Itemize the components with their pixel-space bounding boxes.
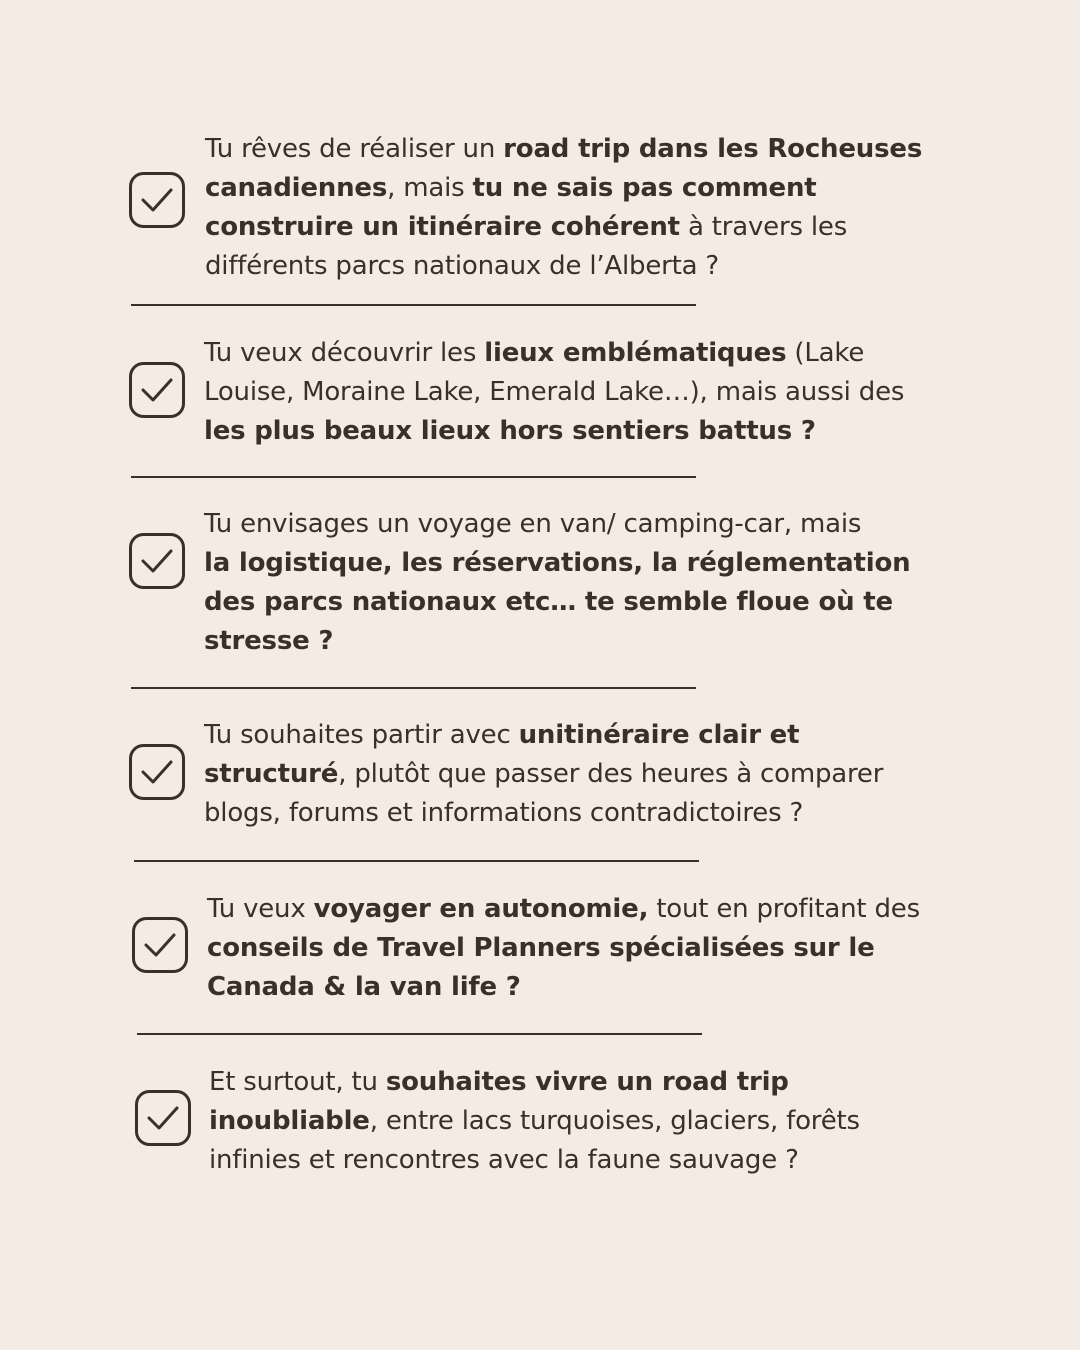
checkbox-checked-icon bbox=[129, 172, 185, 228]
emphasis-text: des parcs nationaux etc… te semble floue où te bbox=[204, 587, 893, 617]
body-text: blogs, forums et informations contradictoires ? bbox=[204, 798, 804, 828]
item-1-text bbox=[205, 130, 922, 286]
body-text: tout en profitant des bbox=[648, 894, 920, 924]
emphasis-text: unitinéraire clair et bbox=[518, 720, 800, 750]
emphasis-text: conseils de Travel Planners spécialisées sur le bbox=[207, 933, 875, 963]
checkbox-checked-icon bbox=[129, 533, 185, 589]
emphasis-text: construire un itinéraire cohérent bbox=[205, 212, 680, 242]
body-text: , plutôt que passer des heures à comparer bbox=[338, 759, 884, 789]
emphasis-text: canadiennes bbox=[205, 173, 388, 203]
checkbox-checked-icon bbox=[132, 917, 188, 973]
emphasis-text: road trip dans les Rocheuses bbox=[503, 134, 923, 164]
item-5-text bbox=[207, 890, 920, 1007]
emphasis-text: voyager en autonomie, bbox=[313, 894, 649, 924]
checkbox-checked-icon bbox=[135, 1090, 191, 1146]
body-text: Tu envisages un voyage en van/ camping-car, mais bbox=[204, 509, 862, 539]
divider-3 bbox=[131, 687, 696, 689]
item-2-text bbox=[204, 334, 904, 451]
emphasis-text: Canada & la van life ? bbox=[207, 972, 521, 1002]
body-text: Tu rêves de réaliser un bbox=[205, 134, 504, 164]
body-text: Et surtout, tu bbox=[209, 1067, 386, 1097]
body-text: à travers les bbox=[679, 212, 848, 242]
emphasis-text: stresse ? bbox=[204, 626, 334, 656]
body-text: Tu veux bbox=[207, 894, 314, 924]
emphasis-text: la logistique, les réservations, la réglementation bbox=[204, 548, 911, 578]
emphasis-text: lieux emblématiques bbox=[484, 338, 787, 368]
emphasis-text: souhaites vivre un road trip bbox=[385, 1067, 789, 1097]
checkbox-checked-icon bbox=[129, 362, 185, 418]
divider-2 bbox=[131, 476, 696, 478]
emphasis-text: structuré bbox=[204, 759, 339, 789]
divider-4 bbox=[134, 860, 699, 862]
checkbox-checked-icon bbox=[129, 744, 185, 800]
body-text: Tu veux découvrir les bbox=[204, 338, 485, 368]
body-text: Louise, Moraine Lake, Emerald Lake…), mais aussi des bbox=[204, 377, 905, 407]
divider-1 bbox=[131, 304, 696, 306]
emphasis-text: tu ne sais pas comment bbox=[472, 173, 817, 203]
item-6-text bbox=[209, 1063, 860, 1180]
body-text: Tu souhaites partir avec bbox=[204, 720, 519, 750]
body-text: (Lake bbox=[786, 338, 865, 368]
emphasis-text: les plus beaux lieux hors sentiers battus ? bbox=[204, 416, 816, 446]
body-text: infinies et rencontres avec la faune sauvage ? bbox=[209, 1145, 799, 1175]
body-text: différents parcs nationaux de l’Alberta ? bbox=[205, 251, 720, 281]
body-text: , mais bbox=[387, 173, 473, 203]
emphasis-text: inoubliable bbox=[209, 1106, 370, 1136]
divider-5 bbox=[137, 1033, 702, 1035]
item-4-text bbox=[204, 716, 883, 833]
item-3-text bbox=[204, 505, 910, 661]
body-text: , entre lacs turquoises, glaciers, forêts bbox=[369, 1106, 860, 1136]
